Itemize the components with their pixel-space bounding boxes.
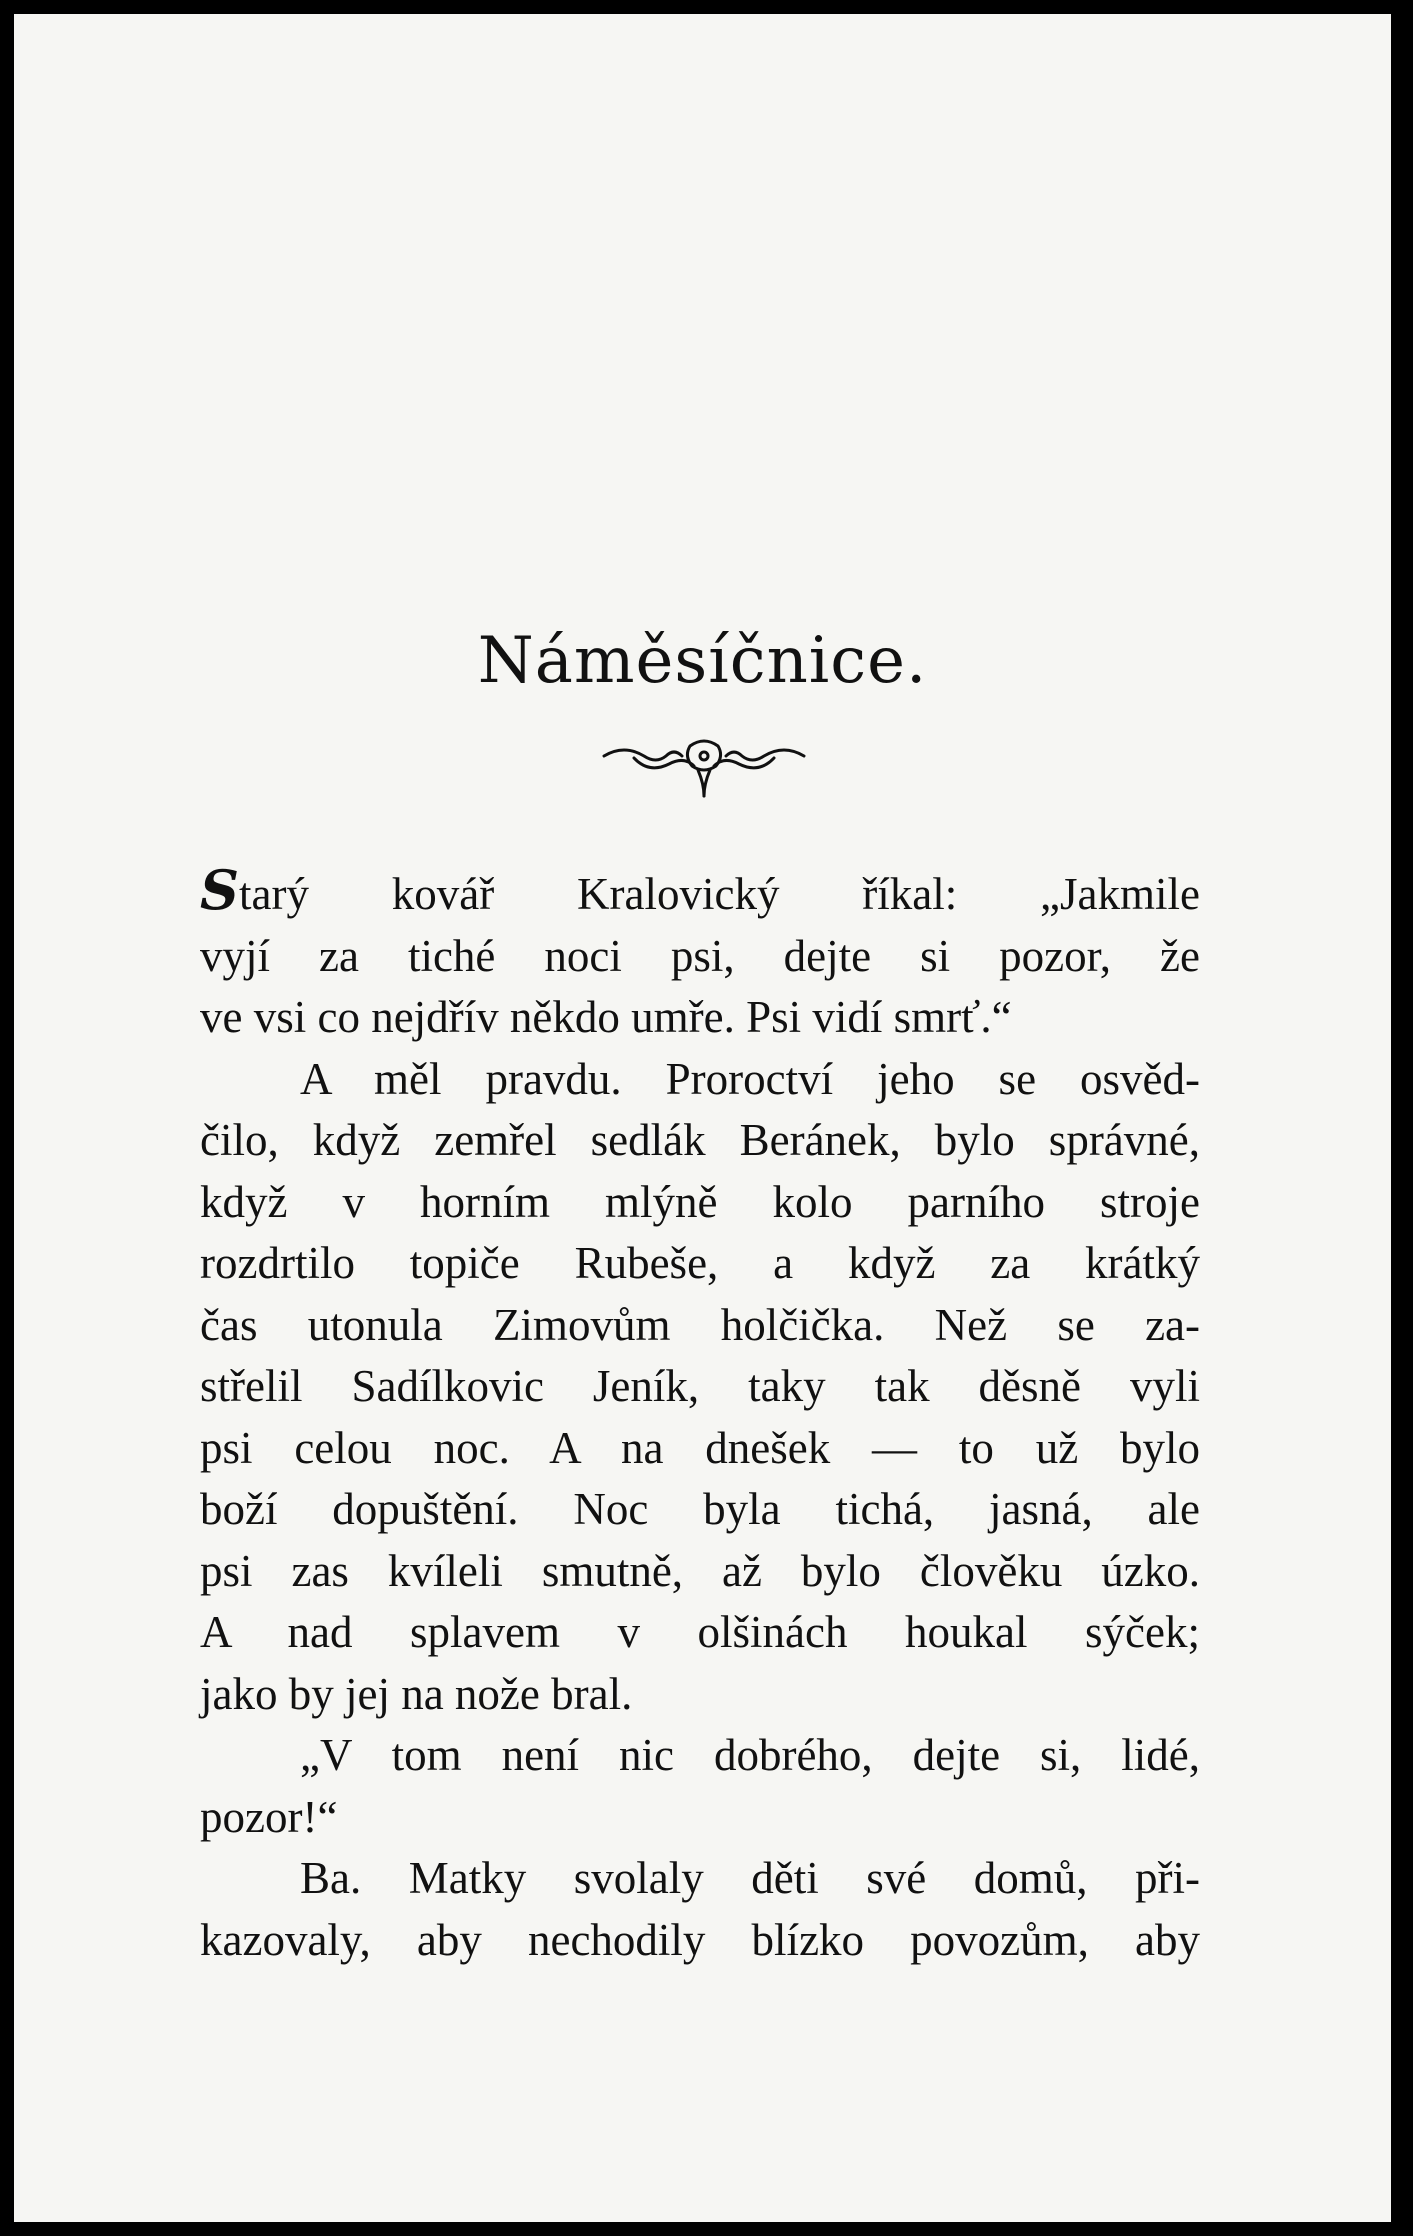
text-line: kazovaly, aby nechodily blízko povozům, aby	[200, 1914, 1200, 1965]
text-line: ve vsi co nejdřív někdo umře. Psi vidí smrť.“	[200, 992, 1012, 1042]
text-line: vyjí za tiché noci psi, dejte si pozor, že	[200, 930, 1200, 981]
drop-cap: S	[200, 858, 239, 922]
text-line: čilo, když zemřel sedlák Beránek, bylo správné,	[200, 1115, 1200, 1165]
text-line-rest: tarý kovář Kralovický říkal: „Jakmile	[239, 869, 1200, 919]
text-line: A měl pravdu. Proroctví jeho se osvěd-	[300, 1053, 1200, 1104]
book-page	[14, 14, 1391, 2222]
chapter-title: Náměsíčnice.	[477, 624, 928, 698]
text-line: Ba. Matky svolaly děti své domů, při-	[300, 1853, 1200, 1903]
text-line	[200, 860, 1200, 926]
floral-ornament-icon	[594, 734, 814, 804]
text-line: boží dopuštění. Noc byla tichá, jasná, ale	[200, 1484, 1200, 1534]
paragraph-4	[200, 1848, 1200, 1971]
text-line: když v horním mlýně kolo parního stroje	[200, 1176, 1200, 1227]
text-line: „V tom není nic dobrého, dejte si, lidé,	[300, 1730, 1200, 1780]
paragraph-1	[200, 860, 1200, 1049]
text-line: jako by jej na nože bral.	[200, 1668, 633, 1719]
text-line: pozor!“	[200, 1791, 338, 1842]
text-line: psi zas kvíleli smutně, až bylo člověku úzko.	[200, 1545, 1200, 1596]
paragraph-2	[200, 1049, 1200, 1726]
body-text	[200, 860, 1200, 1971]
paragraph-3	[200, 1725, 1200, 1848]
text-line: psi celou noc. A na dnešek — to už bylo	[200, 1422, 1200, 1473]
text-line: střelil Sadílkovic Jeník, taky tak děsně vyli	[200, 1361, 1200, 1411]
text-line: rozdrtilo topiče Rubeše, a když za krátký	[200, 1238, 1200, 1288]
text-line: čas utonula Zimovům holčička. Než se za-	[200, 1299, 1200, 1350]
text-line: A nad splavem v olšinách houkal sýček;	[200, 1607, 1200, 1657]
